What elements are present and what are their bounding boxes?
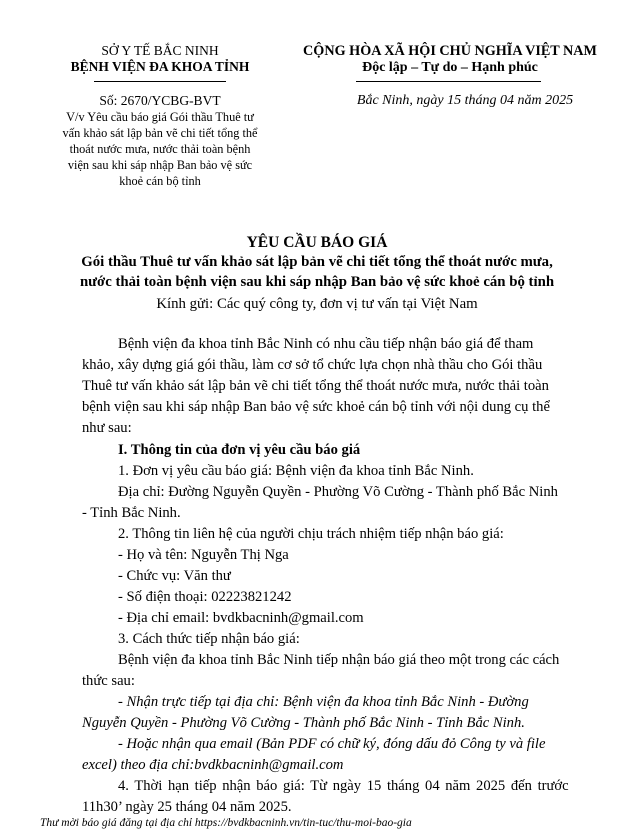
contact-heading: 2. Thông tin liên hệ của người chịu trách nhiệm tiếp nhận báo giá:	[118, 526, 504, 542]
receiving-method-intro: Bệnh viện đa khoa tỉnh Bắc Ninh tiếp nhận báo giá theo một trong các cách	[118, 652, 560, 668]
intro-line: Thuê tư vấn khảo sát lập bản vẽ chi tiết tổng thể thoát nước mưa, nước thải toàn	[82, 378, 549, 394]
intro-line: Bệnh viện đa khoa tỉnh Bắc Ninh có nhu cầu tiếp nhận báo giá để tham	[118, 336, 534, 352]
receiving-method-email: - Hoặc nhận qua email (Bản PDF có chữ ký, đóng dấu đỏ Công ty và file	[118, 736, 546, 752]
document-subtitle: Gói thầu Thuê tư vấn khảo sát lập bản vẽ chi tiết tổng thể thoát nước mưa,	[81, 254, 553, 270]
greeting: Kính gửi: Các quý công ty, đơn vị tư vấn tại Việt Nam	[156, 296, 478, 312]
document-title: YÊU CẦU BÁO GIÁ	[246, 234, 388, 251]
subject-line: V/v Yêu cầu báo giá Gói thầu Thuê tư	[66, 110, 254, 124]
contact-name: - Họ và tên: Nguyễn Thị Nga	[118, 547, 289, 563]
receiving-method-intro: thức sau:	[82, 673, 135, 689]
hospital-underline	[94, 81, 226, 82]
motto-underline	[356, 81, 541, 82]
section-heading: I. Thông tin của đơn vị yêu cầu báo giá	[118, 442, 361, 458]
subject-line: vấn khảo sát lập bản vẽ chi tiết tổng thể	[62, 126, 258, 140]
receiving-method-direct: Nguyễn Quyền - Phường Võ Cường - Thành phố Bắc Ninh - Tỉnh Bắc Ninh.	[82, 715, 525, 731]
document-number: Số: 2670/YCBG-BVT	[99, 93, 221, 108]
contact-phone: - Số điện thoại: 02223821242	[118, 589, 292, 605]
subject-line: thoát nước mưa, nước thải toàn bệnh	[69, 142, 251, 156]
intro-line: khảo, xây dựng giá gói thầu, làm cơ sở tổ chức lựa chọn nhà thầu cho Gói thầu	[82, 357, 543, 373]
footer-note: Thư mời báo giá đăng tại địa chỉ https://bvdkbacninh.vn/tin-tuc/thu-moi-bao-gia	[40, 817, 412, 829]
receiving-method-heading: 3. Cách thức tiếp nhận báo giá:	[118, 631, 300, 647]
subject-line: viện sau khi sáp nhập Ban bảo vệ sức	[67, 158, 253, 172]
deadline: 11h30’ ngày 25 tháng 04 năm 2025.	[82, 799, 292, 815]
contact-email: - Địa chỉ email: bvdkbacninh@gmail.com	[118, 610, 364, 626]
department-name: SỞ Y TẾ BẮC NINH	[101, 43, 219, 58]
intro-line: bệnh viện sau khi sáp nhập Ban bảo vệ sức khoẻ cán bộ tỉnh với nội dung cụ thể	[82, 399, 550, 415]
document-subtitle: nước thải toàn bệnh viện sau khi sáp nhập Ban bảo vệ sức khoẻ cán bộ tỉnh	[79, 274, 555, 290]
subject-line: khoẻ cán bộ tỉnh	[119, 174, 201, 188]
document-date: Bắc Ninh, ngày 15 tháng 04 năm 2025	[356, 93, 574, 108]
country-name: CỘNG HÒA XÃ HỘI CHỦ NGHĨA VIỆT NAM	[303, 43, 597, 59]
contact-title: - Chức vụ: Văn thư	[118, 568, 231, 584]
requester-unit: 1. Đơn vị yêu cầu báo giá: Bệnh viện đa khoa tỉnh Bắc Ninh.	[118, 463, 474, 479]
hospital-name: BỆNH VIỆN ĐA KHOA TỈNH	[70, 59, 250, 74]
receiving-method-direct: - Nhận trực tiếp tại địa chỉ: Bệnh viện đa khoa tỉnh Bắc Ninh - Đường	[118, 694, 529, 710]
national-motto: Độc lập – Tự do – Hạnh phúc	[362, 60, 538, 75]
deadline: 4. Thời hạn tiếp nhận báo giá: Từ ngày 15 tháng 04 năm 2025 đến trước	[118, 778, 569, 794]
requester-address: Địa chỉ: Đường Nguyễn Quyền - Phường Võ Cường - Thành phố Bắc Ninh	[118, 484, 558, 500]
receiving-method-email: excel) theo địa chỉ:bvdkbacninh@gmail.com	[82, 757, 344, 773]
requester-address: - Tỉnh Bắc Ninh.	[82, 505, 181, 521]
intro-line: như sau:	[82, 420, 132, 436]
